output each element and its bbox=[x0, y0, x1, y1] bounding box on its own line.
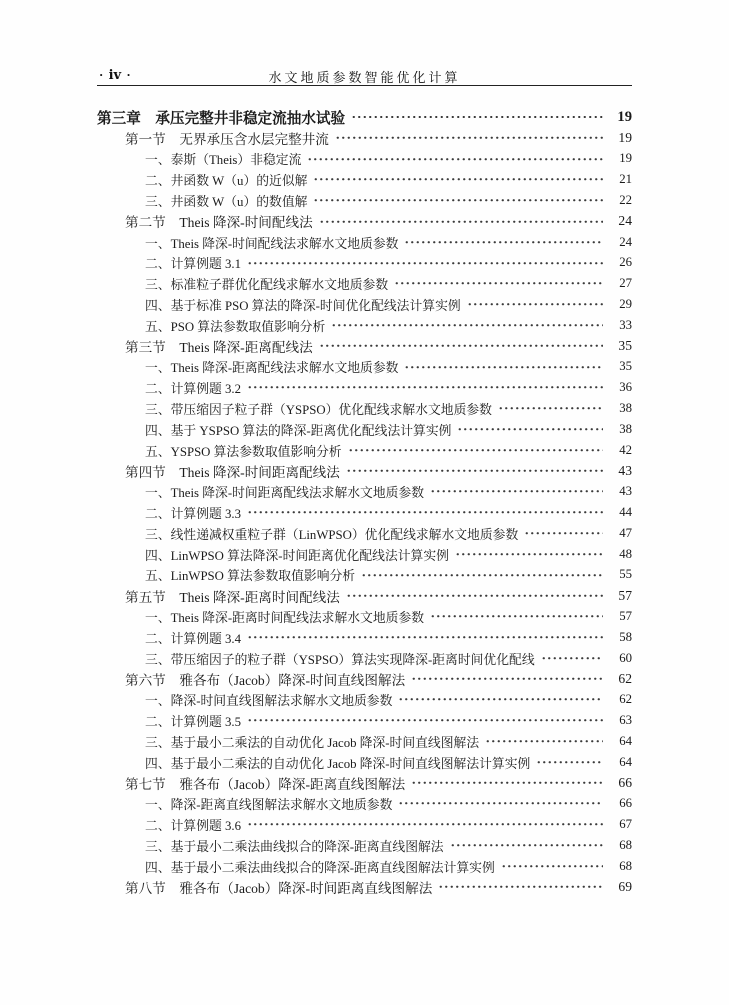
toc-entry-page: 67 bbox=[619, 816, 632, 831]
toc-entry-page: 63 bbox=[619, 713, 632, 727]
toc-entry bbox=[97, 565, 632, 586]
toc-entry-label: 第七节 雅各布（Jacob）降深-距离直线图解法 bbox=[125, 776, 406, 792]
toc-entry-page: 19 bbox=[618, 130, 632, 146]
toc-entry bbox=[97, 481, 632, 502]
toc-entry bbox=[97, 315, 632, 336]
toc-entry bbox=[97, 689, 632, 710]
dot-leader bbox=[313, 173, 603, 186]
toc-entry-page: 26 bbox=[619, 255, 632, 270]
dot-leader bbox=[307, 153, 603, 166]
toc-entry-page: 19 bbox=[617, 108, 632, 125]
toc-entry-page: 60 bbox=[619, 650, 632, 665]
toc-entry-page: 38 bbox=[619, 421, 632, 436]
toc-entry-label: 二、计算例题 3.5 bbox=[145, 715, 241, 729]
toc-entry-label: 三、带压缩因子的粒子群（YSPSO）算法实现降深-距离时间优化配线 bbox=[145, 652, 535, 667]
dot-leader bbox=[457, 423, 603, 436]
toc-entry bbox=[97, 793, 632, 814]
toc-entry bbox=[97, 253, 632, 274]
toc-entry-page: 24 bbox=[619, 234, 632, 249]
toc-entry bbox=[97, 377, 632, 398]
dot-leader bbox=[394, 277, 603, 290]
dot-leader bbox=[411, 776, 603, 790]
toc-entry-label: 二、计算例题 3.1 bbox=[145, 257, 241, 272]
toc-entry-label: 二、计算例题 3.6 bbox=[145, 818, 241, 833]
toc-entry-label: 第六节 雅各布（Jacob）降深-时间直线图解法 bbox=[125, 672, 406, 688]
toc-entry-page: 55 bbox=[619, 567, 632, 582]
toc-entry bbox=[97, 731, 632, 752]
toc-entry-label: 三、带压缩因子粒子群（YSPSO）优化配线求解水文地质参数 bbox=[145, 403, 492, 418]
toc-entry-label: 三、基于最小二乘法曲线拟合的降深-距离直线图解法 bbox=[145, 839, 444, 854]
toc-entry-label: 第二节 Theis 降深-时间配线法 bbox=[125, 215, 313, 231]
dot-leader bbox=[430, 610, 603, 623]
toc-entry bbox=[97, 814, 632, 835]
toc-entry-label: 第一节 无界承压含水层完整井流 bbox=[125, 132, 329, 148]
toc-entry-page: 57 bbox=[619, 609, 632, 624]
toc-entry-label: 三、标准粒子群优化配线求解水文地质参数 bbox=[145, 278, 389, 293]
toc-entry-page: 57 bbox=[618, 587, 632, 603]
page-header bbox=[97, 66, 632, 86]
toc-entry-label: 第五节 Theis 降深-距离时间配线法 bbox=[125, 589, 340, 605]
page-folio: · ⅳ · bbox=[99, 67, 132, 82]
toc-entry-page: 29 bbox=[619, 297, 632, 312]
toc-entry-label: 一、降深-时间直线图解法求解水文地质参数 bbox=[145, 694, 393, 709]
dot-leader bbox=[335, 131, 603, 145]
toc-entry-page: 42 bbox=[619, 442, 632, 457]
toc-entry bbox=[97, 273, 632, 294]
toc-entry bbox=[97, 357, 632, 378]
toc-entry-page: 19 bbox=[619, 151, 632, 166]
toc-entry-page: 35 bbox=[618, 338, 632, 354]
toc-entry-page: 69 bbox=[618, 878, 632, 894]
toc-entry-label: 一、降深-距离直线图解法求解水文地质参数 bbox=[145, 798, 393, 813]
toc-entry-label: 三、基于最小二乘法的自动优化 Jacob 降深-时间直线图解法 bbox=[145, 735, 480, 750]
toc-entry-label: 四、基于标准 PSO 算法的降深-时间优化配线法计算实例 bbox=[145, 299, 461, 314]
toc-entry-label: 四、基于最小二乘法的自动优化 Jacob 降深-时间直线图解法计算实例 bbox=[145, 756, 531, 771]
toc-entry-page: 21 bbox=[619, 172, 632, 187]
toc-entry-label: 第四节 Theis 降深-时间距离配线法 bbox=[125, 464, 340, 480]
toc-entry bbox=[97, 773, 632, 794]
running-title: 水文地质参数智能优化计算 bbox=[268, 70, 461, 85]
toc-entry-page: 33 bbox=[619, 317, 632, 332]
toc-entry bbox=[97, 544, 632, 565]
toc-entry-page: 64 bbox=[619, 733, 632, 748]
toc-entry-label: 一、泰斯（Theis）非稳定流 bbox=[145, 153, 302, 168]
toc-entry-label: 三、线性递减权重粒子群（LinWPSO）优化配线求解水文地质参数 bbox=[145, 527, 519, 542]
toc-entry bbox=[97, 169, 632, 190]
dot-leader bbox=[351, 110, 603, 125]
toc-entry-label: 一、Theis 降深-时间配线法求解水文地质参数 bbox=[145, 236, 399, 251]
dot-leader bbox=[455, 548, 603, 561]
toc-entry-label: 四、LinWPSO 算法降深-时间距离优化配线法计算实例 bbox=[145, 548, 449, 563]
dot-leader bbox=[346, 464, 603, 478]
toc-entry bbox=[97, 461, 632, 482]
toc-entry bbox=[97, 856, 632, 877]
dot-leader bbox=[313, 194, 603, 207]
toc-entry-page: 66 bbox=[618, 774, 632, 790]
toc-entry-label: 三、井函数 W（u）的数值解 bbox=[145, 195, 308, 210]
dot-leader bbox=[247, 381, 603, 394]
toc-entry-label: 五、LinWPSO 算法参数取值影响分析 bbox=[145, 569, 356, 584]
toc-entry bbox=[97, 835, 632, 856]
toc-entry-label: 一、Theis 降深-距离配线法求解水文地质参数 bbox=[145, 361, 399, 376]
toc-entry bbox=[97, 669, 632, 690]
toc-entry-page: 62 bbox=[619, 692, 632, 707]
toc-entry bbox=[97, 107, 632, 128]
dot-leader bbox=[398, 797, 603, 810]
dot-leader bbox=[411, 672, 603, 686]
toc-entry-page: 38 bbox=[619, 401, 632, 416]
toc-entry bbox=[97, 128, 632, 149]
toc-entry-page: 47 bbox=[619, 525, 632, 540]
dot-leader bbox=[346, 589, 603, 603]
toc-entry-label: 第八节 雅各布（Jacob）降深-时间距离直线图解法 bbox=[125, 880, 433, 896]
toc-entry bbox=[97, 211, 632, 232]
dot-leader bbox=[404, 361, 603, 374]
toc-entry-page: 22 bbox=[619, 193, 632, 208]
toc-entry bbox=[97, 648, 632, 669]
toc-entry bbox=[97, 502, 632, 523]
toc-entry bbox=[97, 294, 632, 315]
toc-entry bbox=[97, 149, 632, 170]
dot-leader bbox=[404, 236, 603, 249]
toc-entry-label: 二、井函数 W（u）的近似解 bbox=[145, 174, 308, 189]
dot-leader bbox=[247, 506, 603, 519]
dot-leader bbox=[498, 402, 603, 415]
dot-leader bbox=[319, 339, 603, 353]
dot-leader bbox=[361, 569, 603, 582]
toc-entry bbox=[97, 523, 632, 544]
dot-leader bbox=[247, 714, 603, 727]
toc-entry-page: 58 bbox=[619, 629, 632, 644]
toc-entry bbox=[97, 419, 632, 440]
toc-entry bbox=[97, 606, 632, 627]
toc-entry-page: 36 bbox=[619, 380, 632, 395]
toc-entry-label: 四、基于 YSPSO 算法的降深-距离优化配线法计算实例 bbox=[145, 423, 452, 438]
toc-entry-label: 二、计算例题 3.3 bbox=[145, 507, 241, 522]
dot-leader bbox=[524, 527, 603, 540]
toc-entry-page: 66 bbox=[619, 796, 632, 811]
toc-entry-label: 二、计算例题 3.2 bbox=[145, 382, 241, 397]
dot-leader bbox=[348, 444, 603, 457]
toc-entry-page: 35 bbox=[619, 359, 632, 374]
toc-entry-page: 62 bbox=[618, 670, 632, 686]
dot-leader bbox=[541, 652, 603, 665]
toc-entry bbox=[97, 585, 632, 606]
toc-entry-page: 64 bbox=[619, 754, 632, 769]
dot-leader bbox=[438, 880, 603, 894]
dot-leader bbox=[536, 756, 603, 769]
toc-entry-label: 五、YSPSO 算法参数取值影响分析 bbox=[145, 444, 342, 459]
toc-list bbox=[97, 107, 632, 897]
toc-entry-label: 二、计算例题 3.4 bbox=[145, 631, 241, 646]
toc-entry-label: 四、基于最小二乘法曲线拟合的降深-距离直线图解法计算实例 bbox=[145, 860, 495, 875]
toc-entry-page: 68 bbox=[619, 837, 632, 852]
dot-leader bbox=[467, 298, 603, 311]
dot-leader bbox=[430, 485, 603, 498]
toc-entry-page: 68 bbox=[619, 858, 632, 873]
toc-entry-label: 第三节 Theis 降深-距离配线法 bbox=[125, 340, 313, 356]
toc-entry bbox=[97, 627, 632, 648]
dot-leader bbox=[319, 215, 603, 229]
dot-leader bbox=[485, 735, 603, 748]
toc-entry-label: 五、PSO 算法参数取值影响分析 bbox=[145, 319, 326, 334]
toc-entry bbox=[97, 398, 632, 419]
toc-entry bbox=[97, 752, 632, 773]
dot-leader bbox=[247, 257, 603, 270]
toc-entry-page: 44 bbox=[619, 505, 632, 520]
toc-entry-label: 一、Theis 降深-距离时间配线法求解水文地质参数 bbox=[145, 611, 425, 626]
dot-leader bbox=[501, 860, 603, 873]
dot-leader bbox=[398, 693, 603, 706]
dot-leader bbox=[247, 818, 603, 831]
toc-entry-page: 48 bbox=[619, 546, 632, 561]
toc-entry-label: 第三章 承压完整井非稳定流抽水试验 bbox=[97, 110, 346, 127]
toc-entry bbox=[97, 190, 632, 211]
dot-leader bbox=[450, 839, 603, 852]
dot-leader bbox=[331, 319, 603, 332]
toc-entry-page: 43 bbox=[619, 484, 632, 499]
dot-leader bbox=[247, 631, 603, 644]
toc-entry-label: 一、Theis 降深-时间距离配线法求解水文地质参数 bbox=[145, 486, 425, 501]
toc-entry-page: 43 bbox=[618, 462, 632, 478]
toc-entry-page: 27 bbox=[619, 276, 632, 291]
toc-entry-page: 24 bbox=[618, 213, 632, 229]
toc-entry bbox=[97, 336, 632, 357]
toc-entry bbox=[97, 876, 632, 897]
toc-entry bbox=[97, 710, 632, 731]
toc-entry bbox=[97, 232, 632, 253]
toc-entry bbox=[97, 440, 632, 461]
